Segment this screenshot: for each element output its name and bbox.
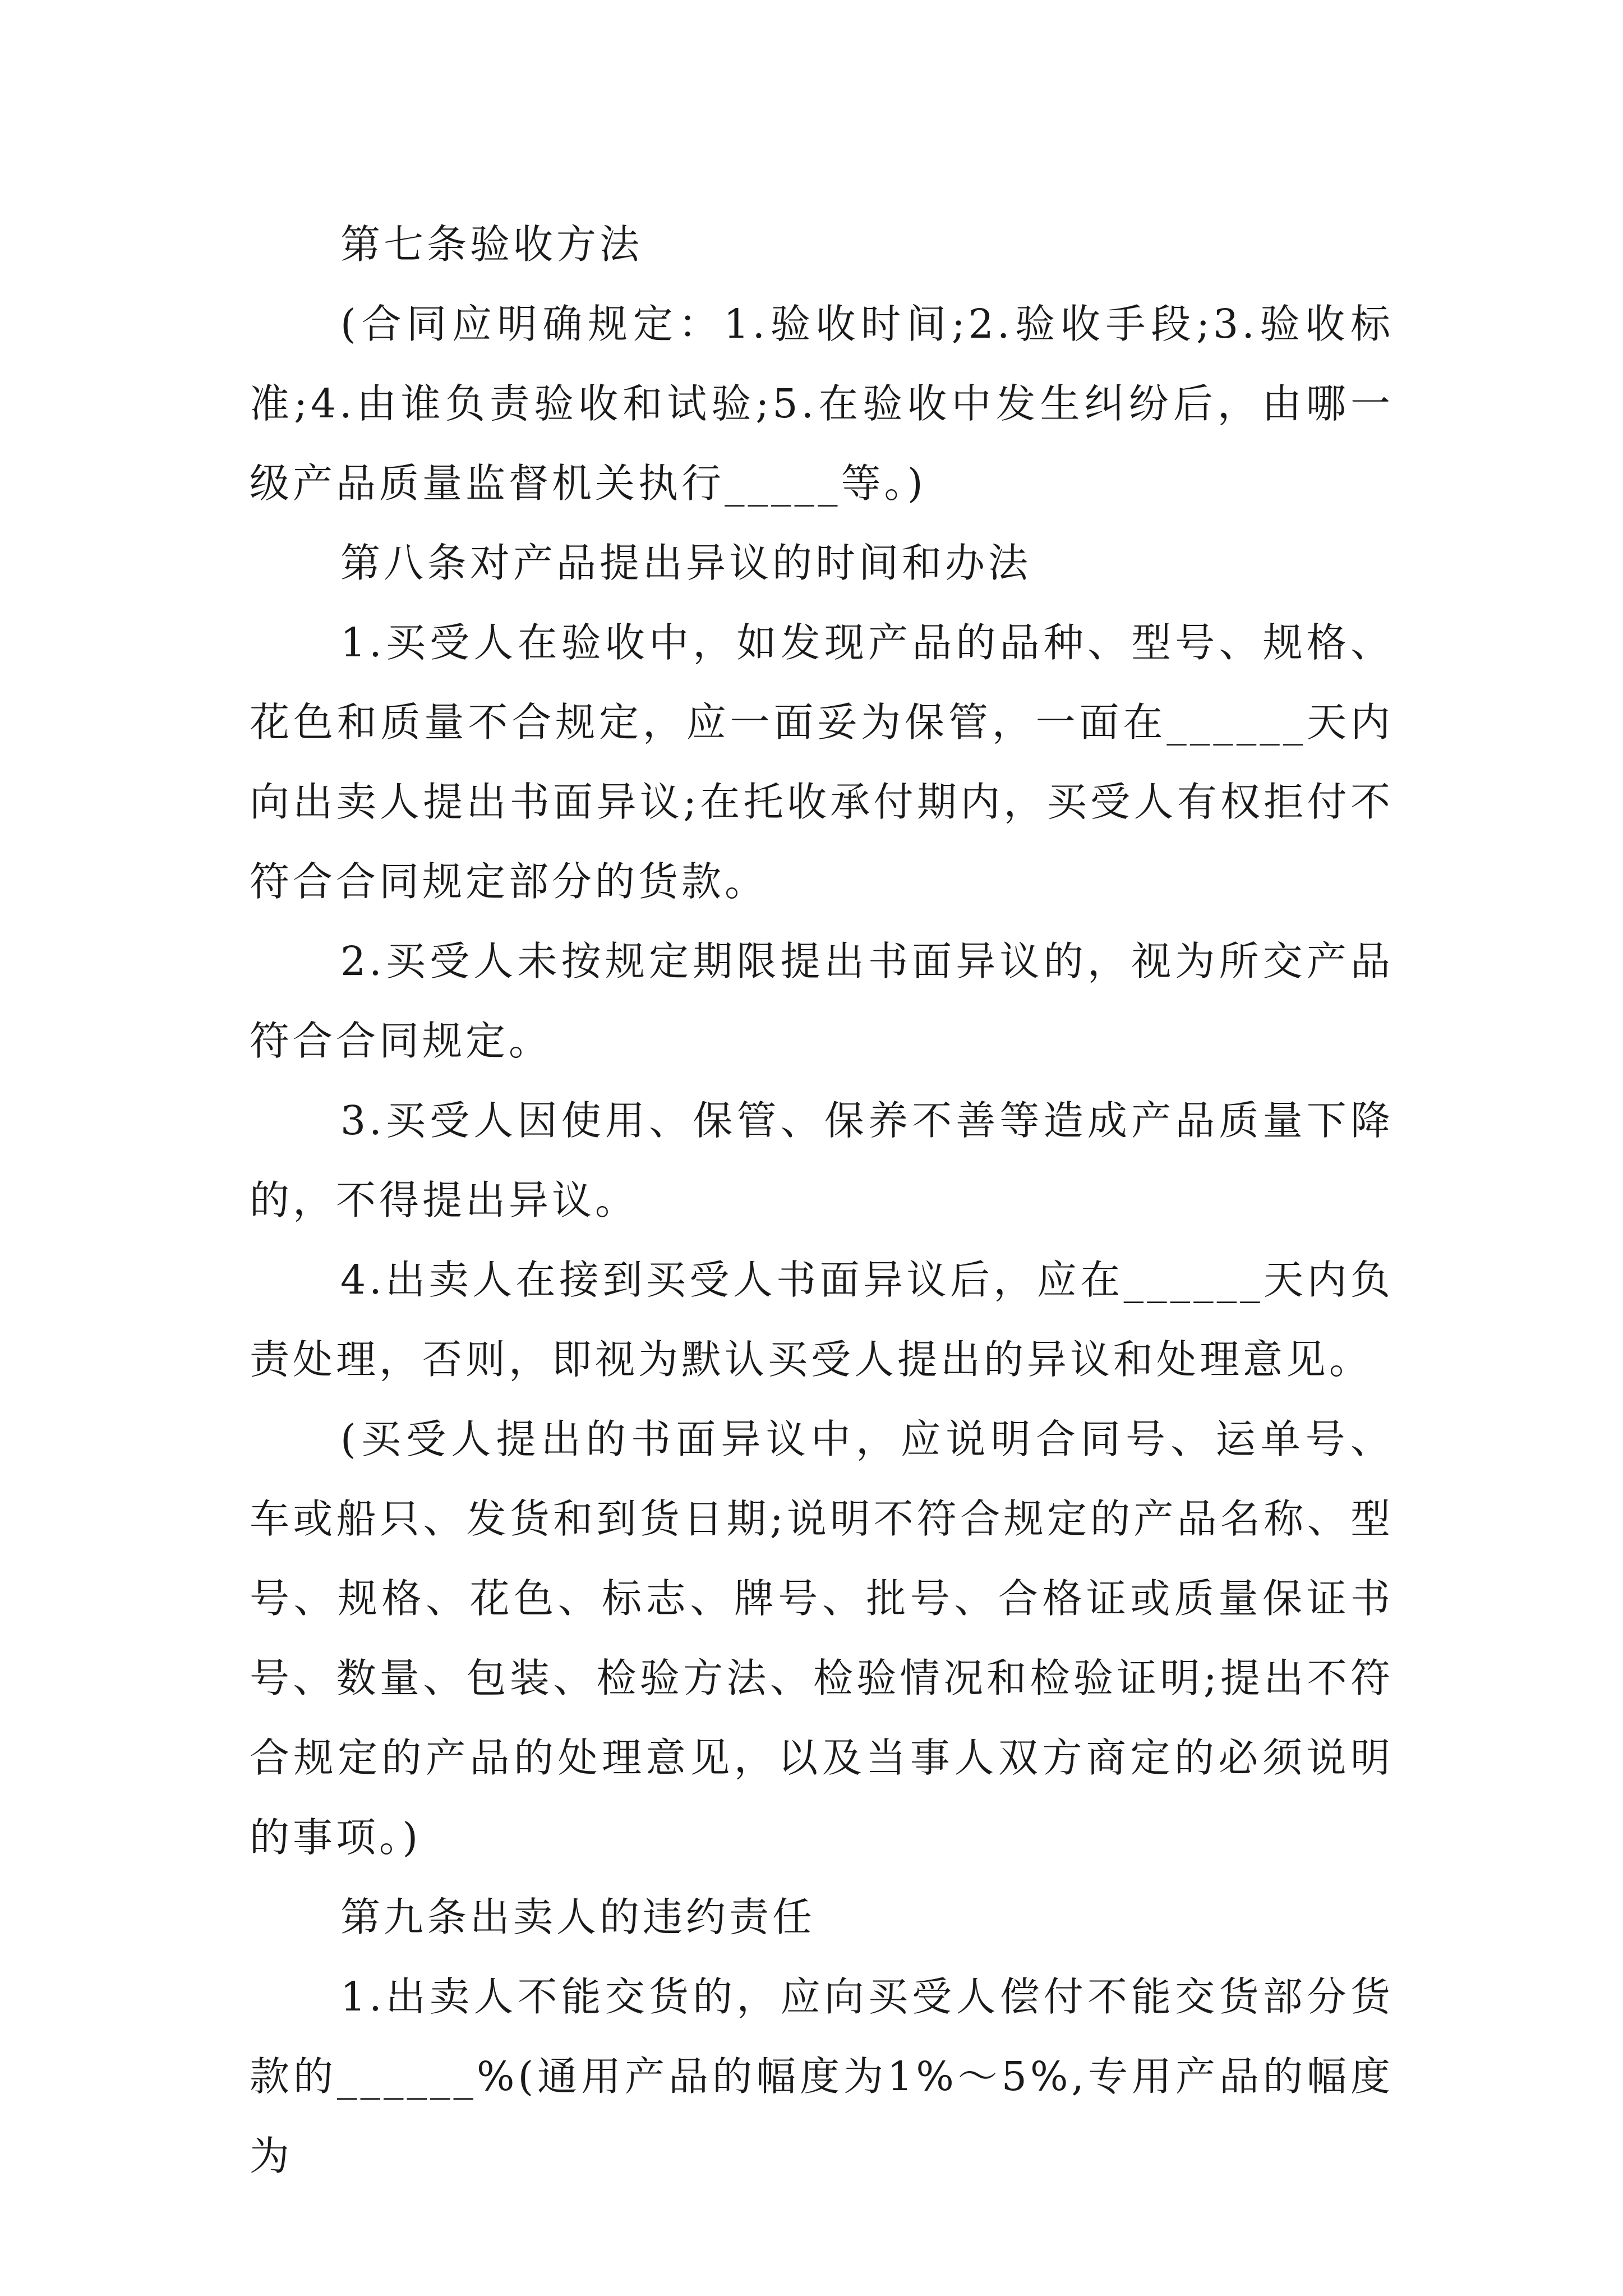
- document-body: [250, 205, 1394, 2196]
- article-8-clause-3: 3.买受人因使用、保管、保养不善等造成产品质量下降的，不得提出异议。: [250, 1097, 1394, 1223]
- article-8-heading: 第八条对产品提出异议的时间和办法: [340, 540, 1032, 586]
- article-9-clause-1: 1.出卖人不能交货的，应向买受人偿付不能交货部分货款的______%(通用产品的幅度为1%～5%,专用产品的幅度为: [250, 1973, 1394, 2179]
- article-8-clause-2: 2.买受人未按规定期限提出书面异议的，视为所交产品符合合同规定。: [250, 938, 1394, 1064]
- article-9-heading: 第九条出卖人的违约责任: [340, 1894, 816, 1940]
- article-8-clause-1: 1.买受人在验收中，如发现产品的品种、型号、规格、花色和质量不合规定，应一面妥为保管，一面在______天内向出卖人提出书面异议;在托收承付期内，买受人有权拒付不符合合同规定部分的货款。: [250, 619, 1394, 905]
- article-8-note: (买受人提出的书面异议中，应说明合同号、运单号、车或船只、发货和到货日期;说明不符合规定的产品名称、型号、规格、花色、标志、牌号、批号、合格证或质量保证书号、数量、包装、检验方法、检验情况和检验证明;提出不符合规定的产品的处理意见，以及当事人双方商定的必须说明的事项。): [250, 1416, 1394, 1861]
- article-7-note: (合同应明确规定：1.验收时间;2.验收手段;3.验收标准;4.由谁负责验收和试验;5.在验收中发生纠纷后，由哪一级产品质量监督机关执行_____等。): [250, 301, 1394, 507]
- article-8-clause-4: 4.出卖人在接到买受人书面异议后，应在______天内负责处理，否则，即视为默认买受人提出的异议和处理意见。: [250, 1257, 1394, 1383]
- article-7-heading: 第七条验收方法: [340, 221, 643, 268]
